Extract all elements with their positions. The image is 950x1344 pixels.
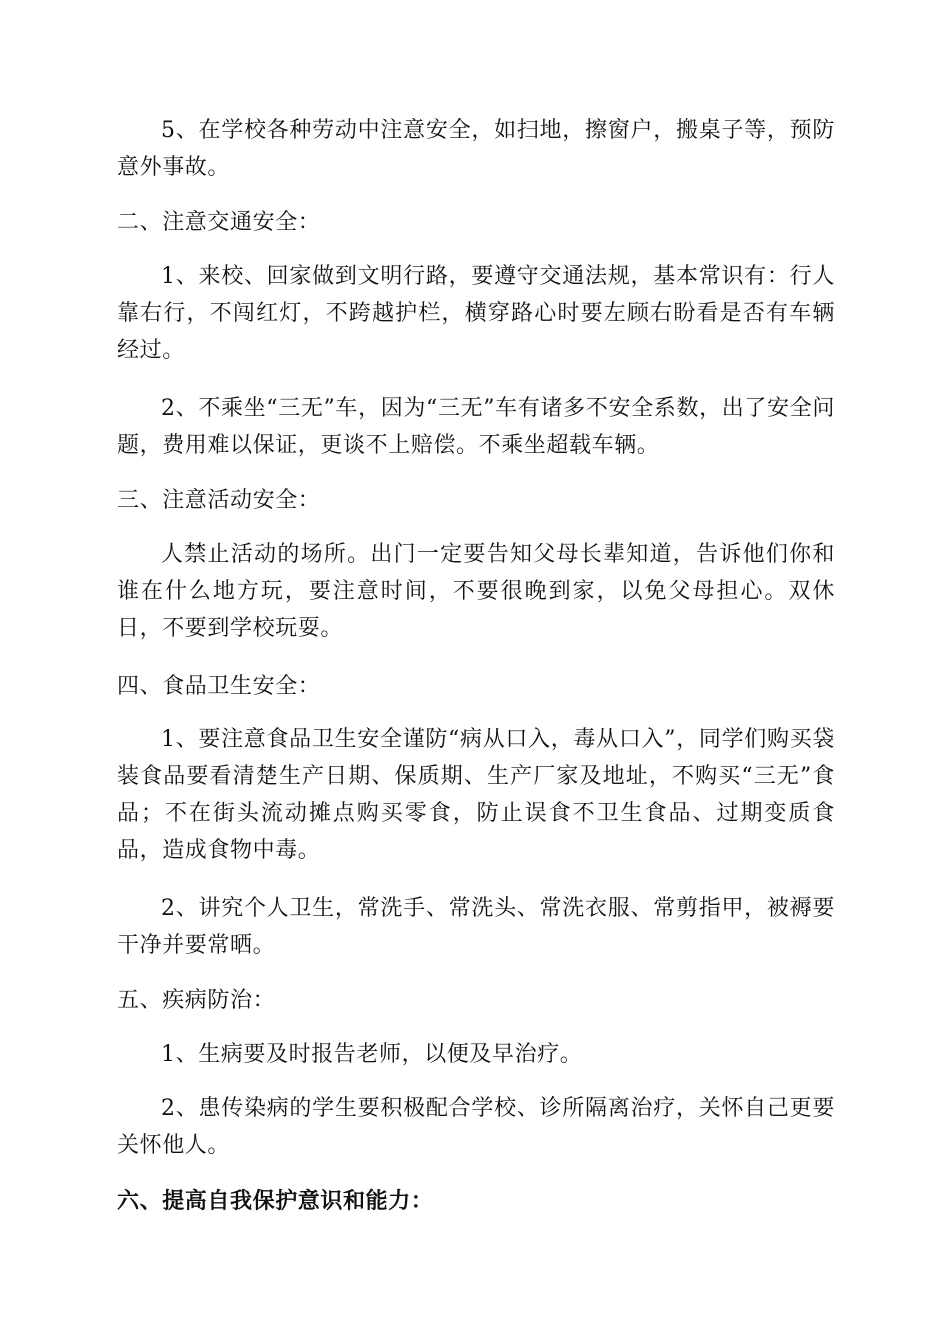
paragraph-labor-safety: 5、在学校各种劳动中注意安全，如扫地，擦窗户，搬桌子等，预防意外事故。: [117, 118, 835, 180]
paragraph-report-illness: 1、生病要及时报告老师，以便及早治疗。: [161, 1042, 583, 1067]
paragraph-infectious-disease: 2、患传染病的学生要积极配合学校、诊所隔离治疗，关怀自己更要关怀他人。: [117, 1096, 835, 1158]
paragraph-food-hygiene: 1、要注意食品卫生安全谨防“病从口入，毒从口入”，同学们购买袋装食品要看清楚生产日期、保质期、生产厂家及地址，不购买“三无”食品；不在街头流动摊点购买零食，防止误食不卫生食品、过期变质食品，造成食物中毒。: [117, 727, 835, 863]
paragraph-personal-hygiene: 2、讲究个人卫生，常洗手、常洗头、常洗衣服、常剪指甲，被褥要干净并要常晒。: [117, 896, 835, 958]
paragraph-no-unsafe-vehicles: 2、不乘坐“三无”车，因为“三无”车有诸多不安全系数，出了安全问题，费用难以保证，更谈不上赔偿。不乘坐超载车辆。: [117, 396, 835, 458]
heading-traffic-safety: 二、注意交通安全：: [117, 210, 321, 235]
heading-activity-safety: 三、注意活动安全：: [117, 488, 321, 513]
heading-self-protection: 六、提高自我保护意识和能力：: [117, 1188, 434, 1214]
paragraph-traffic-rules: 1、来校、回家做到文明行路，要遵守交通法规，基本常识有：行人靠右行，不闯红灯，不跨越护栏，横穿路心时要左顾右盼看是否有车辆经过。: [117, 264, 835, 363]
paragraph-activity-rules: 人禁止活动的场所。出门一定要告知父母长辈知道，告诉他们你和谁在什么地方玩，要注意时间，不要很晚到家，以免父母担心。双休日，不要到学校玩耍。: [117, 542, 835, 641]
heading-disease-prevention: 五、疾病防治：: [117, 988, 276, 1013]
heading-food-safety: 四、食品卫生安全：: [117, 674, 321, 699]
